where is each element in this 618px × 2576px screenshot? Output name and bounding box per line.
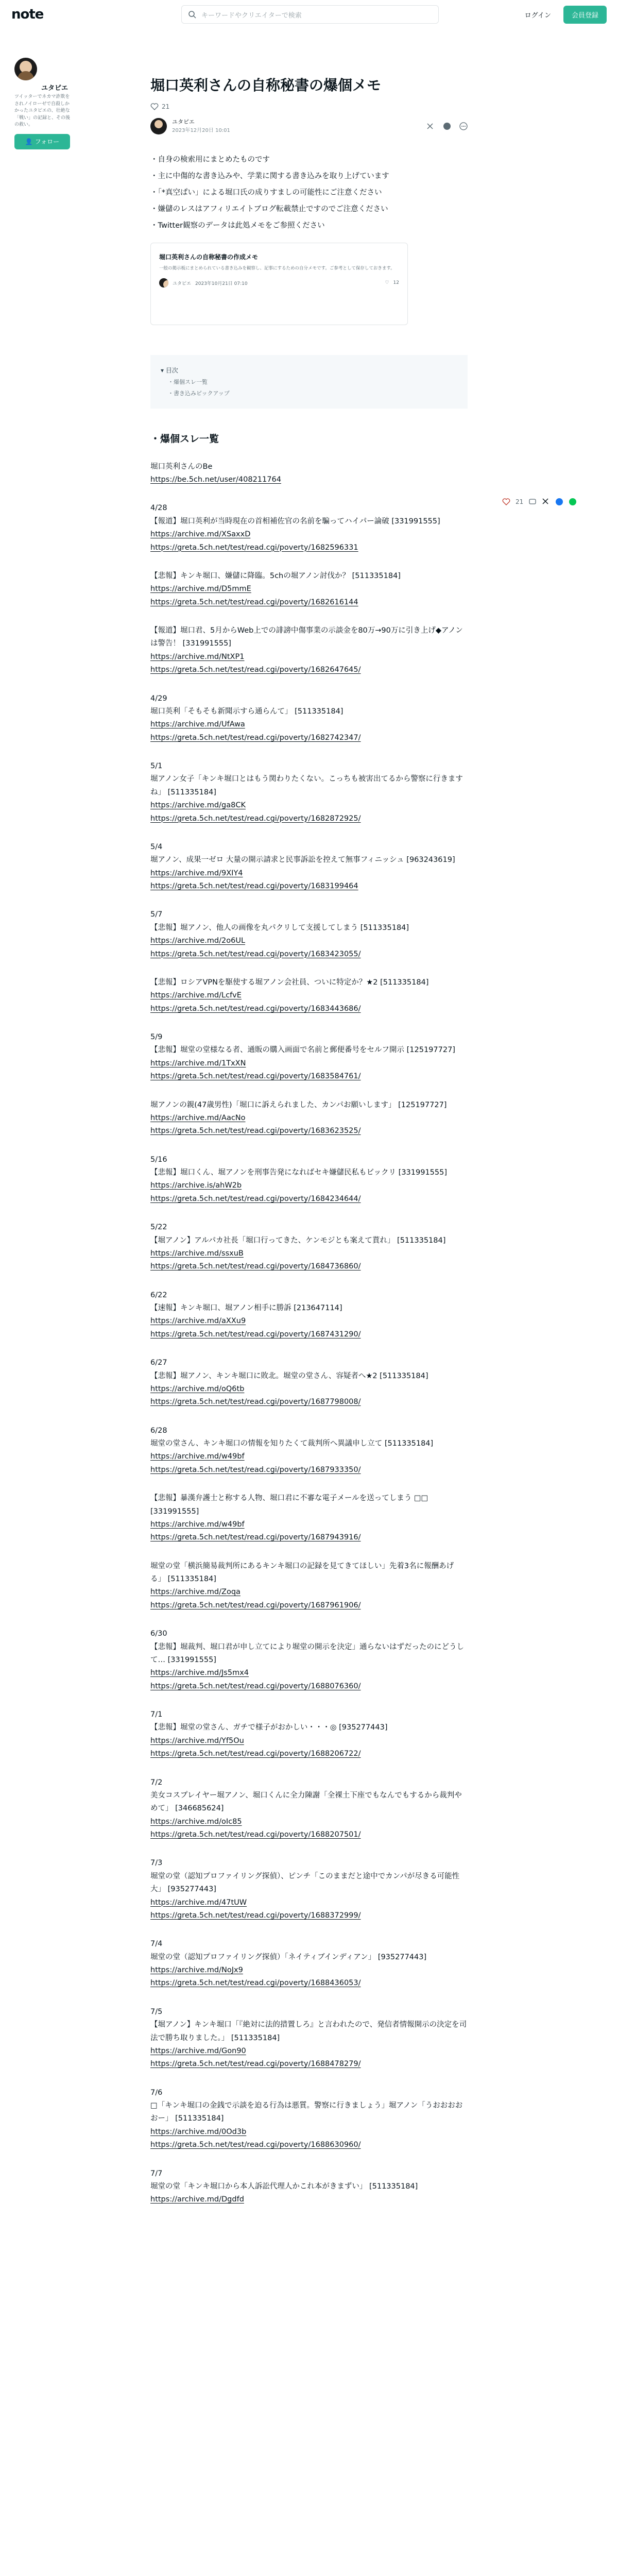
like-count: 21 <box>162 103 170 111</box>
entry-link[interactable]: https://archive.md/AacNo <box>150 1113 246 1122</box>
entry-link[interactable]: https://greta.5ch.net/test/read.cgi/poverty/1683623525/ <box>150 1127 361 1136</box>
entry-link[interactable]: https://greta.5ch.net/test/read.cgi/poverty/1688478279/ <box>150 2060 361 2069</box>
entry-link[interactable]: https://greta.5ch.net/test/read.cgi/poverty/1688372999/ <box>150 1911 361 1920</box>
list-item <box>150 2006 468 2071</box>
list-item <box>150 908 468 961</box>
entry-link[interactable]: https://archive.md/0Od3b <box>150 2127 247 2136</box>
entry-text: 堀アノン、成果一ゼロ 大量の開示請求と民事訴訟を控えて無事フィニッシュ [963243619] <box>150 856 455 865</box>
publish-date: 2023年12月20日 10:01 <box>172 127 230 133</box>
embed-title: 堀口英利さんの自称秘書の作成メモ <box>159 253 259 261</box>
list-item <box>150 1492 468 1545</box>
creator-description: ツイッターでネカマ詐欺をされノイローゼで自殺しかかったユタピエの、壮絶な「戦い」の記録と、その後の救い。 <box>14 94 71 127</box>
intro-text <box>150 152 468 234</box>
entry-list <box>150 502 468 2206</box>
entry-link[interactable]: https://archive.md/aXXu9 <box>150 1317 246 1326</box>
entry-link[interactable]: https://archive.md/Dgdfd <box>150 2195 244 2204</box>
list-item <box>150 1031 468 1083</box>
article <box>150 75 468 2207</box>
entry-text: 堀堂の堂「横浜簡易裁判所にあるキンキ堀口の記録を見てきてほしい」先着3名に報酬あげる」 [511335184] <box>150 1562 454 1584</box>
entry-link[interactable]: https://greta.5ch.net/test/read.cgi/poverty/1687431290/ <box>150 1330 361 1338</box>
x-share-icon[interactable] <box>542 498 550 506</box>
entry-link[interactable]: https://archive.md/ssxuB <box>150 1249 244 1258</box>
entry-date: 7/7 <box>150 2169 163 2178</box>
entry-date: 6/28 <box>150 1426 167 1435</box>
list-item <box>150 1357 468 1409</box>
entry-link[interactable]: https://archive.md/47tUW <box>150 1898 247 1907</box>
top-header <box>0 0 618 29</box>
list-item <box>150 760 468 825</box>
entry-text: 【悲報】堀アノン、キンキ堀口に敗北。堀堂の堂さん、容疑者へ★2 [511335184] <box>150 1371 428 1380</box>
note-logo[interactable]: note <box>11 7 44 22</box>
embed-likes: 12 <box>393 280 399 286</box>
entry-link[interactable]: https://greta.5ch.net/test/read.cgi/poverty/1682647645/ <box>150 666 361 674</box>
intro-block <box>150 461 468 487</box>
entry-text: 【悲報】キンキ堀口、嫌儲に降臨。5chの堀アノン討伐か？ [511335184] <box>150 571 401 580</box>
list-item <box>150 1857 468 1922</box>
search-box[interactable] <box>181 5 439 24</box>
like-counter[interactable] <box>150 103 468 111</box>
avatar[interactable] <box>14 58 37 80</box>
entry-link[interactable]: https://greta.5ch.net/test/read.cgi/poverty/1688207501/ <box>150 1831 361 1839</box>
entry-link[interactable]: https://archive.md/Yf5Ou <box>150 1736 244 1745</box>
entry-link[interactable]: https://greta.5ch.net/test/read.cgi/poverty/1688630960/ <box>150 2141 361 2149</box>
comment-icon[interactable] <box>528 498 537 506</box>
entry-link[interactable]: https://greta.5ch.net/test/read.cgi/poverty/1687961906/ <box>150 1601 361 1609</box>
entry-date: 6/22 <box>150 1291 167 1299</box>
entry-link[interactable]: https://archive.md/UfAwa <box>150 720 245 729</box>
entry-link[interactable]: https://greta.5ch.net/test/read.cgi/poverty/1682616144 <box>150 598 358 606</box>
entry-date: 5/16 <box>150 1155 167 1164</box>
intro-line: ・「*真空ぱい」による堀口氏の成りすましの可能性にご注意ください <box>150 188 382 197</box>
entry-text: 堀口英利「そもそも新聞示すら通らんて」 [511335184] <box>150 707 344 716</box>
entry-date: 7/2 <box>150 1778 163 1787</box>
entry-date: 7/1 <box>150 1710 163 1719</box>
entry-link[interactable]: https://archive.md/oQ6tb <box>150 1384 245 1393</box>
heart-icon: ♡ <box>385 280 389 286</box>
entry-link[interactable]: https://archive.md/9XIY4 <box>150 869 243 877</box>
entry-link[interactable]: https://archive.md/Js5mx4 <box>150 1669 249 1677</box>
entry-text: 【悲報】ロシアVPNを駆使する堀アノン会社員、ついに特定か？★2 [511335184] <box>150 978 429 987</box>
list-item <box>150 1099 468 1138</box>
entry-date: 5/1 <box>150 762 163 771</box>
signup-button[interactable]: 会員登録 <box>563 6 607 24</box>
facebook-share-icon[interactable] <box>443 122 451 130</box>
author-avatar[interactable] <box>150 118 167 134</box>
section-heading: ・爆個スレ一覧 <box>150 433 219 445</box>
list-item <box>150 976 468 1015</box>
entry-link[interactable]: https://greta.5ch.net/test/read.cgi/poverty/1688076360/ <box>150 1682 361 1690</box>
more-icon[interactable] <box>459 122 468 130</box>
embed-author: ユタピエ <box>173 281 192 286</box>
entry-link[interactable]: https://greta.5ch.net/test/read.cgi/poverty/1684234644/ <box>150 1194 361 1203</box>
entry-date: 7/5 <box>150 2007 163 2016</box>
entry-date: 7/6 <box>150 2088 163 2097</box>
intro-line: ・嫌儲のレスはアフィリエイトブログ転載禁止ですのでご注意ください <box>150 205 388 213</box>
heart-icon <box>150 103 159 111</box>
embed-date: 2023年10月21日 07:10 <box>195 281 248 286</box>
entry-text: 【堀アノン】アルパカ社長「堀口行ってきた、ケンモジとも案えて貰れ」 [511335184] <box>150 1236 446 1245</box>
entry-link[interactable]: https://greta.5ch.net/test/read.cgi/poverty/1683584761/ <box>150 1072 361 1081</box>
intro-line: ・自身の検索用にまとめたものです <box>150 156 270 164</box>
list-item <box>150 1560 468 1613</box>
list-item <box>150 1776 468 1842</box>
entry-link[interactable]: https://be.5ch.net/user/408211764 <box>150 476 281 484</box>
table-of-contents <box>150 355 468 409</box>
creator-sidebar <box>14 58 76 149</box>
list-item <box>150 2087 468 2152</box>
entry-text: 【速報】キンキ堀口、堀アノン相手に勝訴 [213647114] <box>150 1304 342 1313</box>
follow-button[interactable] <box>14 134 70 149</box>
list-item <box>150 841 468 893</box>
entry-link[interactable]: https://greta.5ch.net/test/read.cgi/poverty/1683443686/ <box>150 1004 361 1013</box>
list-item <box>150 1221 468 1274</box>
entry-link[interactable]: https://greta.5ch.net/test/read.cgi/poverty/1682742347/ <box>150 733 361 742</box>
list-item <box>150 1938 468 1990</box>
list-item <box>150 624 468 677</box>
entry-text: □「キンキ堀口の金銭で示談を迫る行為は悪質。警察に行きましょう」堀アノン「うおおおおおー」 [511335184] <box>150 2102 463 2123</box>
entry-text: 堀口英利さんのBe <box>150 462 213 471</box>
entry-date: 4/29 <box>150 694 167 703</box>
list-item <box>150 1289 468 1342</box>
follow-label: フォロー <box>35 138 60 145</box>
entry-text: 堀堂の堂（認知プロファイリング探偵）「ネイティブインディアン」 [935277443] <box>150 1953 427 1961</box>
entry-link[interactable]: https://greta.5ch.net/test/read.cgi/poverty/1682872925/ <box>150 814 361 823</box>
intro-line: ・主に中傷的な書き込みや、学業に関する書き込みを取り上げています <box>150 172 389 181</box>
entry-link[interactable]: https://archive.md/Zoqa <box>150 1588 241 1597</box>
entry-date: 6/30 <box>150 1630 167 1638</box>
embed-author-avatar <box>159 278 168 287</box>
entry-link[interactable]: https://greta.5ch.net/test/read.cgi/poverty/1687798008/ <box>150 1398 361 1406</box>
entry-date: 5/22 <box>150 1223 167 1232</box>
entry-link[interactable]: https://archive.md/oIc85 <box>150 1817 242 1826</box>
login-button[interactable]: ログイン <box>518 6 558 24</box>
list-item <box>150 502 468 554</box>
page-title: 堀口英利さんの自称秘書の爆個メモ <box>150 77 382 94</box>
entry-date: 7/4 <box>150 1940 163 1948</box>
entry-link[interactable]: https://archive.md/LcfvE <box>150 991 242 1000</box>
entry-link[interactable]: https://greta.5ch.net/test/read.cgi/poverty/1688436053/ <box>150 1979 361 1988</box>
entry-date: 5/9 <box>150 1033 163 1042</box>
toc-item[interactable]: ・爆個スレ一覧 <box>168 378 208 385</box>
toc-heading[interactable]: ▾ 目次 <box>161 366 178 374</box>
list-item <box>150 692 468 745</box>
entry-text: 【悲報】堀裁判、堀口君が申し立てにより堀堂の開示を決定」通らないはずだったのにどうして… [331991555] <box>150 1642 464 1664</box>
entry-link[interactable]: https://archive.md/D5mmE <box>150 585 251 594</box>
creator-name[interactable]: ユタピエ <box>41 84 68 92</box>
entry-text: 【悲報】暴漢弁護士と称する人物、堀口君に不審な電子メールを送ってしまう □□ [331991555] <box>150 1494 428 1516</box>
entry-text: 【報道】堀口英利が当時現在の首相補佐官の名前を騙ってハイパー論破 [331991555] <box>150 517 440 526</box>
entry-link[interactable]: https://archive.md/NtXP1 <box>150 652 245 661</box>
like-count: 21 <box>516 498 524 505</box>
entry-link[interactable]: https://archive.md/ga8CK <box>150 801 246 810</box>
entry-text: 【悲報】堀アノン、他人の画像を丸パクリして支援してしまう [511335184] <box>150 923 409 932</box>
entry-text: 【悲報】堀堂の堂さん、ガチで様子がおかしい・・・◎ [935277443] <box>150 1723 388 1732</box>
entry-link[interactable]: https://greta.5ch.net/test/read.cgi/poverty/1687933350/ <box>150 1465 361 1474</box>
entry-date: 7/3 <box>150 1859 163 1868</box>
entry-text: 堀堂の堂さん、キンキ堀口の情報を知りたくて裁判所へ異議申し立て [511335184] <box>150 1439 434 1448</box>
entry-link[interactable]: https://archive.md/1TxXN <box>150 1059 246 1067</box>
entry-link[interactable]: https://archive.md/2o6UL <box>150 937 246 945</box>
person-plus-icon: 👤 <box>25 138 33 145</box>
toc-item[interactable]: ・書き込みピックアップ <box>168 389 230 397</box>
entry-text: 【悲報】堀口くん、堀アノンを刑事告発になればセキ嫌儲民私もビックリ [331991555] <box>150 1168 447 1177</box>
author-name[interactable]: ユタピエ <box>172 118 195 126</box>
entry-text: 堀アノンの親(47歳男性)「堀口に訴えられました、カンパお願いします」 [125197727] <box>150 1100 447 1109</box>
entry-link[interactable]: https://greta.5ch.net/test/read.cgi/poverty/1684736860/ <box>150 1262 361 1271</box>
entry-text: 美女コスプレイヤー堀アノン、堀口くんに全力陳謝「全裸土下座でもなんでもするから裁判やめて」 [346685624] <box>150 1791 462 1813</box>
list-item <box>150 1708 468 1761</box>
intro-line: ・Twitter観察のデータは此処メモをご参照ください <box>150 221 325 230</box>
embedded-note-card[interactable] <box>150 243 408 325</box>
entry-text: 【堀アノン】キンキ堀口「『絶対に法的措置しろ』と言われたので、発信者情報開示の決定を司法で勝ち取りました。」 [511335184] <box>150 2021 467 2042</box>
search-placeholder: キーワードやクリエイターで検索 <box>201 11 302 20</box>
entry-date: 5/7 <box>150 910 163 919</box>
entry-link[interactable]: https://archive.md/NoJx9 <box>150 1966 243 1975</box>
x-share-icon[interactable] <box>426 122 435 130</box>
entry-date: 4/28 <box>150 504 167 513</box>
entry-text: 堀堂の堂「キンキ堀口から本人訴訟代理人かこれ本がきまずい」 [511335184] <box>150 2182 418 2191</box>
entry-text: 堀堂の堂（認知プロファイリング探偵）、ピンチ「このままだと途中でカンパが尽きる可能性大」 [935277443] <box>150 1872 460 1894</box>
line-share-icon[interactable] <box>569 498 577 506</box>
entry-link[interactable]: https://greta.5ch.net/test/read.cgi/poverty/1687943916/ <box>150 1533 361 1542</box>
floating-action-bar <box>502 498 577 506</box>
facebook-share-icon[interactable] <box>555 498 563 506</box>
entry-link[interactable]: https://archive.md/Gon90 <box>150 2046 246 2055</box>
entry-date: 6/27 <box>150 1359 167 1367</box>
list-item <box>150 2167 468 2207</box>
list-item <box>150 1154 468 1206</box>
entry-text: 【悲報】堀堂の堂様なる者、通販の購入画面で名前と郵便番号をセルフ開示 [125197727] <box>150 1046 455 1055</box>
entry-link[interactable]: https://greta.5ch.net/test/read.cgi/poverty/1683199464 <box>150 882 358 891</box>
list-item <box>150 1628 468 1693</box>
search-icon <box>188 10 196 19</box>
entry-link[interactable]: https://greta.5ch.net/test/read.cgi/poverty/1682596331 <box>150 543 358 552</box>
embed-description: 一般の掲示板にまとめられている書き込みを観察し、記事にするための自分メモです。ご参考として保存しておきます。 <box>159 265 395 271</box>
heart-icon[interactable] <box>502 498 510 506</box>
entry-link[interactable]: https://archive.md/w49bf <box>150 1520 245 1529</box>
list-item <box>150 570 468 609</box>
entry-text: 【報道】堀口君、5月からWeb上での誹謗中傷事業の示談金を80万→90万に引き上げ◆アノンは警告！ [331991555] <box>150 626 463 648</box>
entry-text: 堀アノン女子「キンキ堀口とはもう関わりたくない。こっちも被害出てるから警察に行きますね」 [511335184] <box>150 775 463 796</box>
entry-link[interactable]: https://greta.5ch.net/test/read.cgi/poverty/1688206722/ <box>150 1750 361 1758</box>
entry-link[interactable]: https://greta.5ch.net/test/read.cgi/poverty/1683423055/ <box>150 950 361 958</box>
author-row <box>150 118 468 134</box>
entry-link[interactable]: https://archive.is/ahW2b <box>150 1181 242 1190</box>
entry-link[interactable]: https://archive.md/XSaxxD <box>150 530 251 539</box>
entry-link[interactable]: https://archive.md/w49bf <box>150 1452 245 1461</box>
list-item <box>150 1425 468 1477</box>
entry-date: 5/4 <box>150 842 163 851</box>
